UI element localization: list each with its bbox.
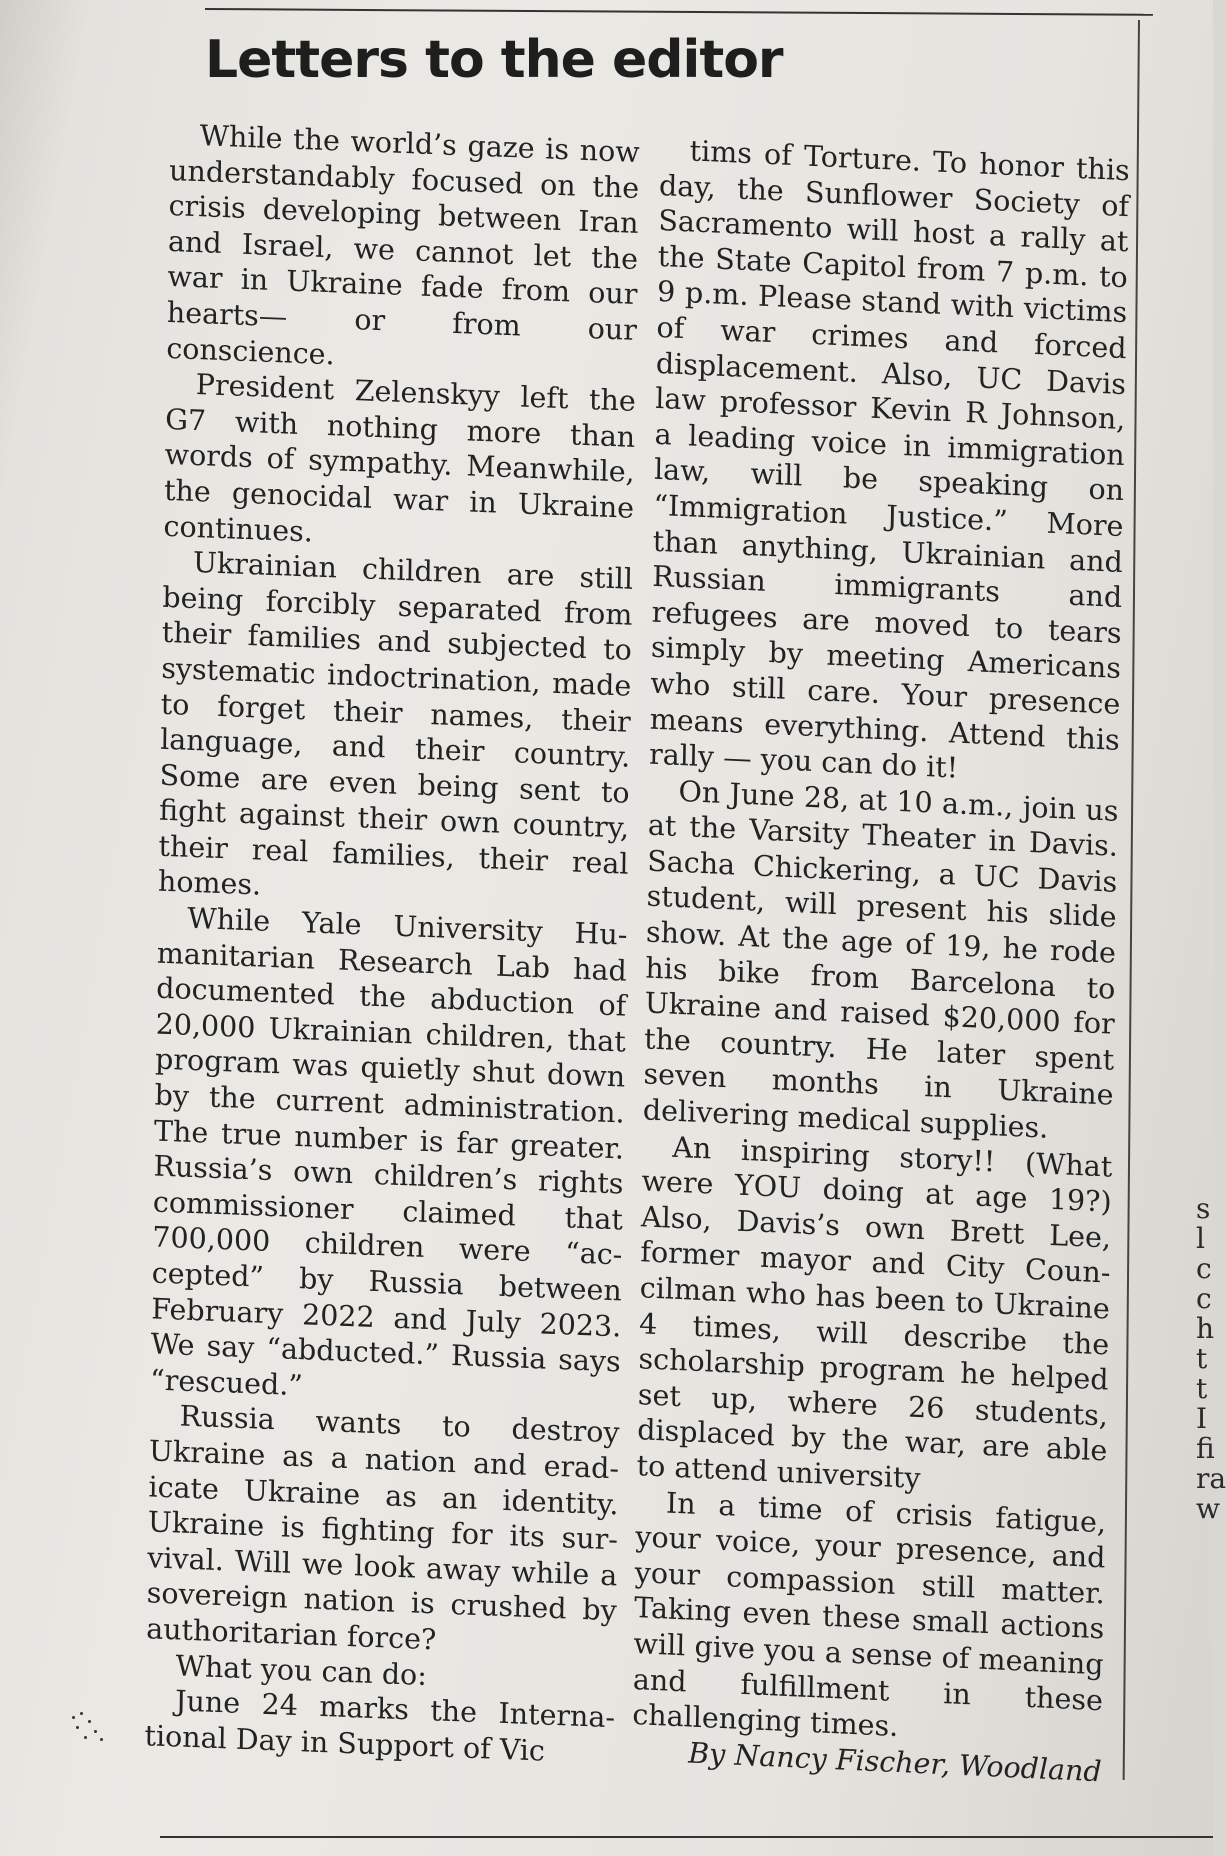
edge-fragment: t xyxy=(1196,1342,1208,1375)
bottom-rule xyxy=(160,1836,1213,1838)
edge-fragment: w xyxy=(1196,1492,1220,1525)
letter-paragraph: In a time of crisis fatigue, your voice, your presence, and your compassion still matter. Taking even these small actions will give you a sense of meaning and fulfillment in these challenging times. xyxy=(632,1486,1107,1744)
edge-fragment: s xyxy=(1196,1192,1211,1225)
edge-fragment: I xyxy=(1196,1402,1208,1435)
letter-paragraph: What you can do: xyxy=(175,1648,428,1692)
paper-speck xyxy=(70,1712,106,1742)
letter-paragraph: On June 28, at 10 a.m., join us at the Varsity Theater in Davis. Sacha Chickering, a UC Davis student, will present his slide show. At the age of 19, he rode his bike from Barcelona to Ukraine and raised $20,000 for the country. He later spent seven months in Ukraine delivering medical supplies. xyxy=(642,774,1119,1145)
top-rule xyxy=(205,8,1153,16)
edge-fragment: l xyxy=(1196,1222,1205,1255)
letter-column-right xyxy=(631,132,1130,1790)
edge-fragment: h xyxy=(1196,1312,1215,1345)
letter-column-left xyxy=(144,117,640,1772)
letter-paragraph: An inspiring story!! (What were YOU doing at age 19?) Also, Davis’s own Brett Lee, former mayor and City Councilman who has been to Ukraine 4 times, will describe the scholarship program he helped set up, where 26 students, displaced by the war, are able to attend university xyxy=(636,1130,1113,1495)
letter-paragraph: tims of Torture. To honor this day, the Sunflower Society of Sacramento will host a rally at the State Capitol from 7 p.m. to 9 p.m. Please stand with victims of war crimes and forced displacement. Also, UC Davis law professor Kevin R Johnson, a leading voice in immigration law, will be speaking on “Immigration Justice.” More than anything, Ukrainian and Russian immigrants and refugees are moved to tears simply by meeting Americans who still care. Your presence means everything. Attend this rally — you can do it! xyxy=(648,134,1130,785)
edge-fragment: t xyxy=(1196,1372,1208,1405)
letter-paragraph: While the world’s gaze is now understandably focused on the crisis developing between Iran and Israel, we cannot let the war in Ukraine fade from our hearts— or from our conscience. xyxy=(166,119,640,371)
letter-signature: By Nancy Fischer, Woodland xyxy=(687,1736,1102,1789)
letter-paragraph: Russia wants to destroy Ukraine as a nation and eradicate Ukraine as an identity. Ukraine is fighting for its survival. Will we look away while a sovereign nation is crushed by authoritarian force? xyxy=(145,1399,620,1657)
edge-fragment: fi xyxy=(1196,1432,1215,1465)
letter-paragraph: Ukrainian children are still being forcibly separated from their families and subjected to systematic indoctrination, made to forget their names, their language, and their country. Some are even being sent to fight against their own country, their real families, their real homes. xyxy=(157,546,634,903)
edge-fragment: ra xyxy=(1196,1462,1226,1495)
edge-fragment: c xyxy=(1196,1252,1212,1285)
edge-fragment: c xyxy=(1196,1282,1212,1315)
letter-paragraph: While Yale University Humanitarian Research Lab had documented the abduction of 20,000 Ukrainian children, that program was quietly shut down by the current administration. The true number is far greater. Russia’s own children’s rights commissioner claimed that 700,000 children were “accepted” by Russia between February 2022 and July 2023. We say “abducted.” Russia says “rescued.” xyxy=(149,901,628,1403)
letter-paragraph: President Zelenskyy left the G7 with nothing more than words of sympathy. Meanwhile, the genocidal war in Ukraine continues. xyxy=(163,368,637,549)
letter-paragraph: June 24 marks the International Day in Support of Vic xyxy=(144,1684,616,1768)
headline: Letters to the editor xyxy=(205,30,783,90)
